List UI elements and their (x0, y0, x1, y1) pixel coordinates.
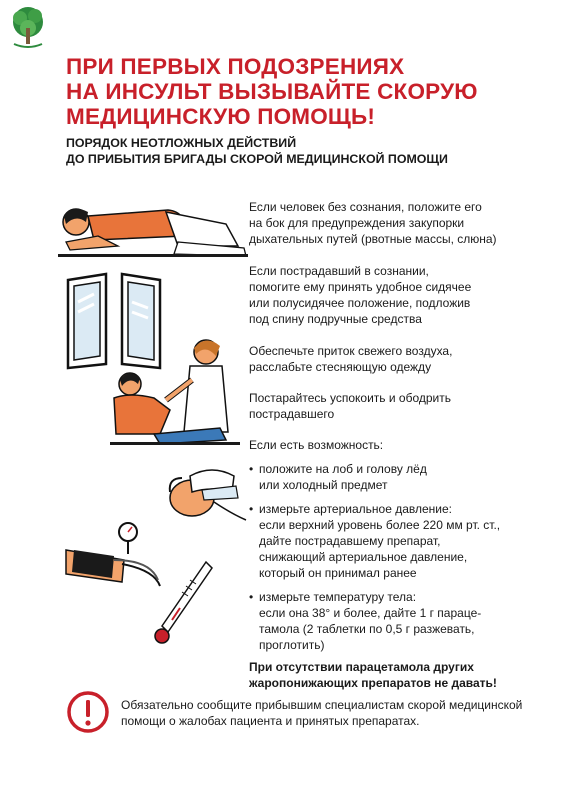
notice-line: помощи о жалобах пациента и принятых препаратах. (121, 714, 420, 728)
step-line: Если есть возможность: (249, 438, 384, 452)
tree-logo-icon (6, 4, 50, 54)
bullet-line: если верхний уровень более 220 мм рт. ст., (259, 518, 501, 532)
title-line: МЕДИЦИНСКУЮ ПОМОЩЬ! (66, 104, 376, 129)
title-line: НА ИНСУЛЬТ ВЫЗЫВАЙТЕ СКОРУЮ (66, 79, 478, 104)
bullet-line: измерьте артериальное давление: (259, 502, 453, 516)
bullet-line: если она 38° и более, дайте 1 г параце- (259, 606, 482, 620)
step-conscious (249, 263, 549, 327)
step-line: дыхательных путей (рвотные массы, слюна) (249, 232, 497, 246)
step-calm (249, 390, 549, 422)
step-unconscious (249, 199, 549, 247)
recovery-position-illustration (58, 196, 248, 258)
bullet-line: положите на лоб и голову лёд (259, 462, 427, 476)
notice-line: Обязательно сообщите прибывшим специалистам скорой медицинской (121, 698, 523, 712)
thermometer-illustration (150, 556, 220, 648)
bullet-ice (249, 461, 549, 493)
warning-line: При отсутствии парацетамола других (249, 660, 474, 674)
ice-on-forehead-illustration (162, 458, 248, 524)
page-title (66, 54, 536, 129)
bullet-line: или холодный предмет (259, 478, 388, 492)
helping-patient-illustration (110, 336, 240, 448)
bullet-line: который он принимал ранее (259, 566, 417, 580)
title-line: ПРИ ПЕРВЫХ ПОДОЗРЕНИЯХ (66, 54, 405, 79)
step-line: Если человек без сознания, положите его (249, 200, 482, 214)
bullet-line: измерьте температуру тела: (259, 590, 417, 604)
step-if-possible (249, 437, 549, 453)
step-line: пострадавшего (249, 407, 335, 421)
warning-line: жаропонижающих препаратов не давать! (249, 676, 497, 690)
step-line: Если пострадавший в сознании, (249, 264, 429, 278)
bullet-blood-pressure (249, 501, 549, 581)
step-line: Обеспечьте приток свежего воздуха, (249, 344, 453, 358)
bullet-line: проглотить) (259, 638, 325, 652)
step-line: расслабьте стесняющую одежду (249, 360, 432, 374)
step-line: под спину подручные средства (249, 312, 422, 326)
bullet-dot: • (249, 502, 254, 516)
step-fresh-air (249, 343, 549, 375)
page-subtitle (66, 135, 516, 167)
bullet-line: дайте пострадавшему препарат, (259, 534, 441, 548)
paracetamol-warning (249, 659, 497, 691)
step-line: или полусидячее положение, подложив (249, 296, 471, 310)
bullet-line: снижающий артериальное давление, (259, 550, 468, 564)
blood-pressure-illustration (64, 520, 164, 592)
bullet-line: тамола (2 таблетки по 0,5 г разжевать, (259, 622, 475, 636)
subtitle-line: ДО ПРИБЫТИЯ БРИГАДЫ СКОРОЙ МЕДИЦИНСКОЙ ПОМОЩИ (66, 152, 448, 166)
bullet-dot: • (249, 462, 254, 476)
bullet-dot: • (249, 590, 254, 604)
subtitle-line: ПОРЯДОК НЕОТЛОЖНЫХ ДЕЙСТВИЙ (66, 136, 297, 150)
step-line: помогите ему принять удобное сидячее (249, 280, 472, 294)
bullet-temperature (249, 589, 549, 653)
inform-specialists-notice (121, 697, 541, 729)
step-line: на бок для предупреждения закупорки (249, 216, 465, 230)
exclamation-circle-icon (66, 690, 110, 734)
step-line: Постарайтесь успокоить и ободрить (249, 391, 452, 405)
